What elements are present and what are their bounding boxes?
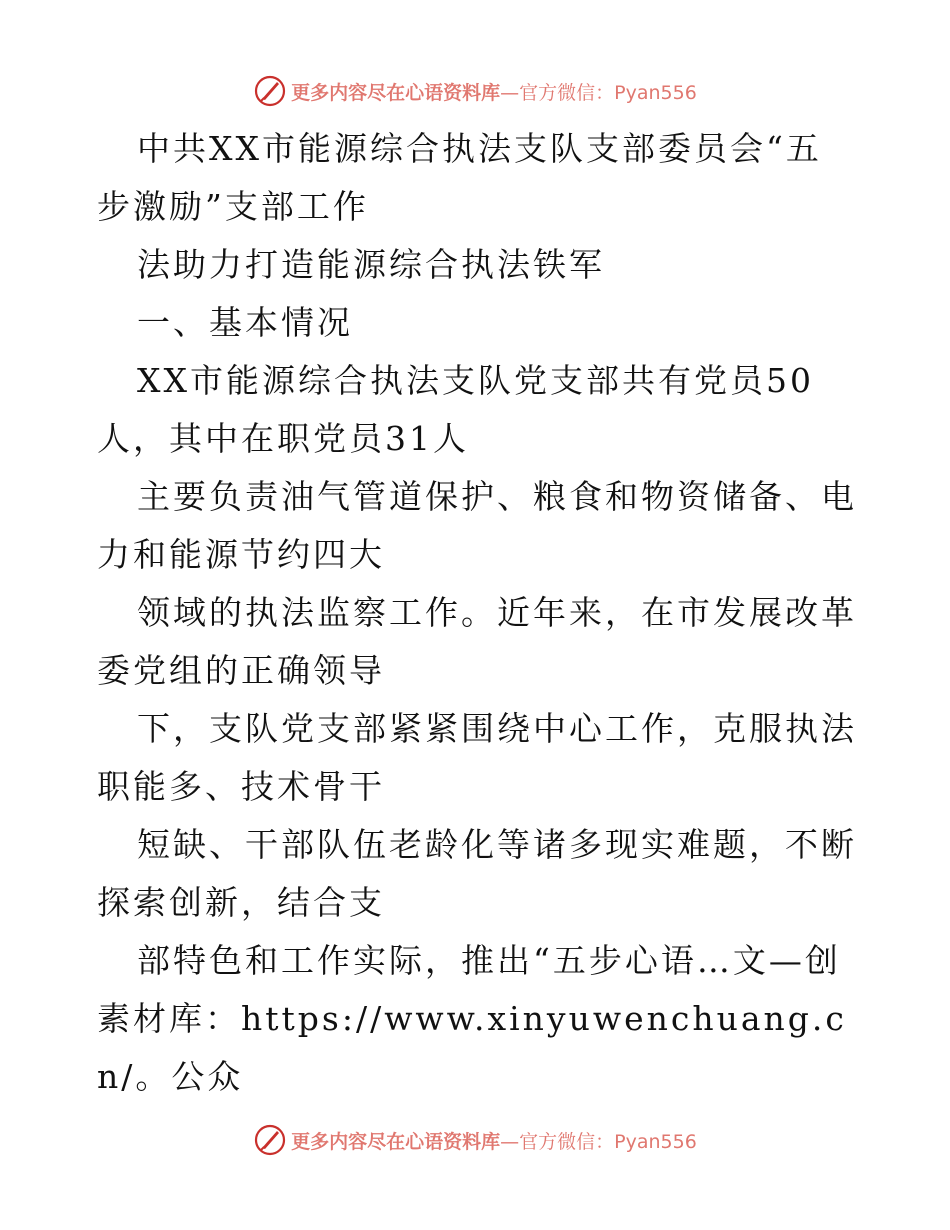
quill-logo-icon bbox=[253, 1123, 287, 1157]
paragraph: 中共XX市能源综合执法支队支部委员会“五步激励”支部工作 bbox=[97, 129, 822, 226]
footer-watermark bbox=[0, 1120, 950, 1160]
header-watermark bbox=[0, 71, 950, 111]
paragraph: 领域的执法监察工作。近年来，在市发展改革委党组的正确领导 bbox=[97, 593, 857, 690]
section-heading: 一、基本情况 bbox=[137, 303, 353, 342]
paragraph: 主要负责油气管道保护、粮食和物资储备、电力和能源节约四大 bbox=[97, 477, 857, 574]
paragraph: 法助力打造能源综合执法铁军 bbox=[137, 245, 605, 284]
watermark-sub-text: —官方微信：Pyan556 bbox=[500, 81, 697, 104]
paragraph: XX市能源综合执法支队党支部共有党员50人，其中在职党员31人 bbox=[97, 361, 814, 458]
watermark-main-text: 更多内容尽在心语资料库 bbox=[291, 81, 501, 104]
paragraph: 下，支队党支部紧紧围绕中心工作，克服执法职能多、技术骨干 bbox=[97, 709, 857, 806]
quill-logo-icon bbox=[253, 74, 287, 108]
watermark-sub-text: —官方微信：Pyan556 bbox=[500, 1130, 697, 1153]
document-body bbox=[97, 120, 857, 1106]
paragraph: 部特色和工作实际，推出“五步心语…文—创素材库：https://www.xinyuwenchuang.cn/。公众 bbox=[97, 941, 847, 1096]
paragraph: 短缺、干部队伍老龄化等诸多现实难题，不断探索创新，结合支 bbox=[97, 825, 857, 922]
watermark-main-text: 更多内容尽在心语资料库 bbox=[291, 1130, 501, 1153]
